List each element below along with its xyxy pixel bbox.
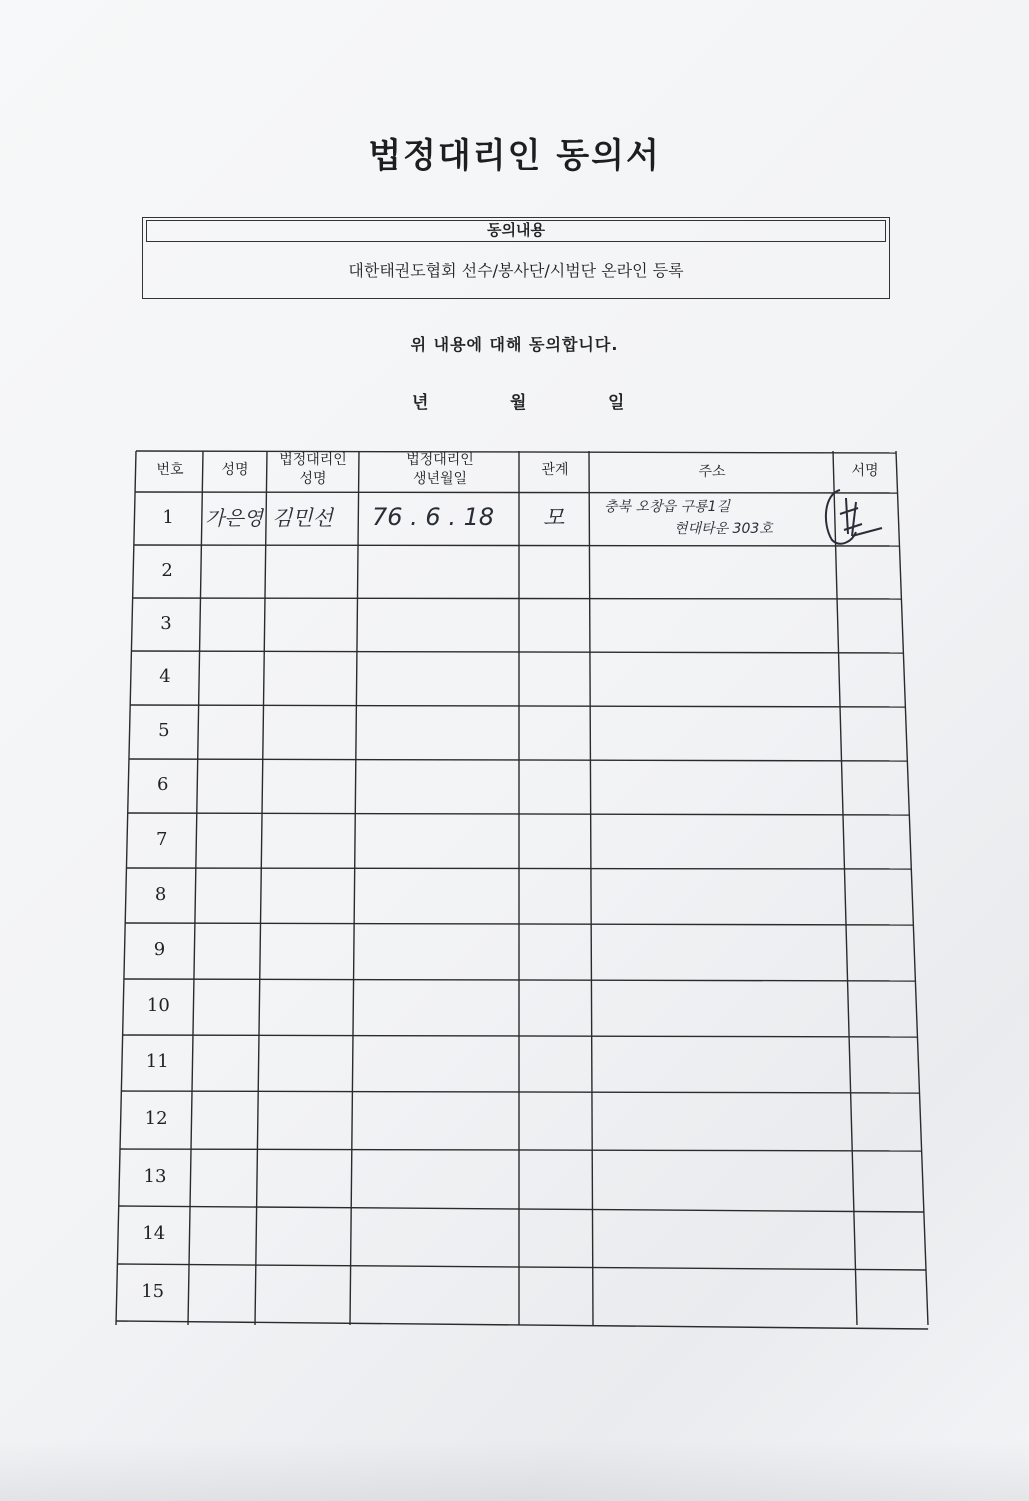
header-signature: 서명 bbox=[851, 463, 879, 479]
header-address: 주소 bbox=[698, 464, 726, 480]
row-number: 2 bbox=[161, 559, 173, 581]
date-month-label: 월 bbox=[510, 393, 527, 413]
date-day-label: 일 bbox=[608, 393, 625, 413]
row1-address-line1: 충북 오창읍 구룡1길 bbox=[604, 499, 730, 515]
row-number: 3 bbox=[160, 612, 172, 634]
row-number: 15 bbox=[141, 1280, 165, 1302]
row1-address-line2: 현대타운 303호 bbox=[674, 521, 773, 537]
header-name: 성명 bbox=[221, 462, 249, 478]
row-number: 8 bbox=[154, 883, 167, 905]
row-number: 5 bbox=[158, 720, 170, 741]
document-title: 법정대리인 동의서 bbox=[368, 136, 661, 176]
date-year-label: 년 bbox=[412, 393, 429, 413]
row-number: 11 bbox=[145, 1051, 169, 1072]
header-relation: 관계 bbox=[541, 462, 569, 478]
row-number: 13 bbox=[143, 1165, 167, 1187]
row-number: 10 bbox=[146, 995, 170, 1016]
header-guardian-birth: 법정대리인 생년월일 bbox=[406, 452, 474, 487]
header-number: 번호 bbox=[156, 462, 184, 478]
consent-content: 대한태권도협회 선수/봉사단/시범단 온라인 등록 bbox=[348, 261, 684, 280]
row1-guardian-name: 김민선 bbox=[272, 506, 333, 530]
row1-signature-mark bbox=[818, 484, 888, 548]
row-number: 1 bbox=[162, 506, 174, 528]
row-number: 12 bbox=[144, 1108, 168, 1129]
row-number: 4 bbox=[159, 666, 171, 687]
row-number: 6 bbox=[157, 774, 169, 795]
agree-statement: 위 내용에 대해 동의합니다. bbox=[410, 335, 619, 354]
row1-relation: 모 bbox=[543, 506, 565, 531]
row-number: 14 bbox=[142, 1223, 166, 1244]
row1-guardian-birth: 76 . 6 . 18 bbox=[372, 503, 495, 531]
consent-heading: 동의내용 bbox=[146, 220, 886, 242]
row1-name: 가은영 bbox=[205, 506, 263, 530]
row-number: 9 bbox=[153, 939, 166, 960]
header-guardian-name: 법정대리인 성명 bbox=[279, 452, 347, 487]
row-number: 7 bbox=[155, 828, 168, 850]
